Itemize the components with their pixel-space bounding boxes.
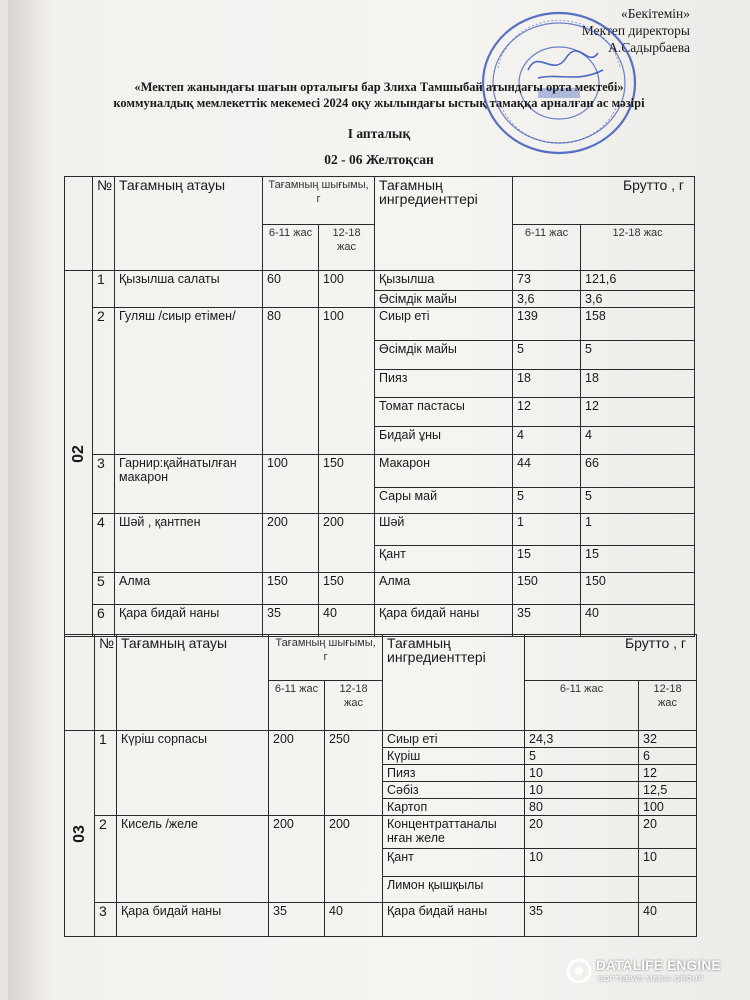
ingredient-name: Алма xyxy=(375,573,513,605)
dish-yield-age-1: 200 xyxy=(269,816,325,903)
dish-number: 4 xyxy=(93,514,115,573)
table-row xyxy=(65,573,695,605)
dish-number: 1 xyxy=(95,731,117,816)
ingredient-name: Қант xyxy=(383,849,525,877)
dish-yield-age-2: 150 xyxy=(319,573,375,605)
ingredient-name: Шәй xyxy=(375,514,513,546)
ingredient-brutto-age-1: 5 xyxy=(525,748,639,765)
ingredient-name: Өсімдік майы xyxy=(375,291,513,308)
dish-name: Күріш сорпасы xyxy=(117,731,269,816)
ingredient-brutto-age-2: 12 xyxy=(581,398,695,427)
week-label: І апталық xyxy=(347,126,411,141)
table-row xyxy=(65,308,695,341)
ingredient-brutto-age-2: 5 xyxy=(581,488,695,514)
dish-yield-age-1: 200 xyxy=(263,514,319,573)
title-line-1: «Мектеп жанындағы шағын орталығы бар Злиха Тамшыбай атындағы орта мектебі» xyxy=(134,80,624,94)
menu-table-day-03 xyxy=(64,634,697,937)
header-yield-age-2: 12-18 жас xyxy=(319,225,375,271)
day-cell xyxy=(65,271,93,637)
ingredient-name: Сәбіз xyxy=(383,782,525,799)
day-number: 02 xyxy=(69,444,87,463)
day-cell xyxy=(65,731,95,937)
header-corner xyxy=(65,635,95,731)
table-row xyxy=(65,605,695,637)
table-row xyxy=(65,816,697,849)
approval-line-2: Мектеп директоры xyxy=(581,23,690,38)
day-number: 03 xyxy=(70,824,88,843)
dish-name: Гуляш /сиыр етімен/ xyxy=(115,308,263,455)
dish-name: Алма xyxy=(115,573,263,605)
table-row xyxy=(65,731,697,748)
datalife-logo-icon xyxy=(566,958,592,984)
watermark-title: DATALIFE ENGINE xyxy=(596,958,721,973)
header-row xyxy=(65,635,697,681)
header-corner xyxy=(65,177,93,271)
ingredient-brutto-age-1: 35 xyxy=(525,903,639,937)
dish-yield-age-1: 80 xyxy=(263,308,319,455)
ingredient-brutto-age-2: 12 xyxy=(639,765,697,782)
dish-yield-age-1: 200 xyxy=(269,731,325,816)
ingredient-brutto-age-2: 15 xyxy=(581,546,695,573)
ingredient-name: Пияз xyxy=(383,765,525,782)
ingredient-brutto-age-2: 100 xyxy=(639,799,697,816)
approval-line-3: А.Садырбаева xyxy=(608,40,690,55)
ingredient-brutto-age-1: 73 xyxy=(513,271,581,291)
ingredient-brutto-age-2: 3,6 xyxy=(581,291,695,308)
ingredient-brutto-age-1: 12 xyxy=(513,398,581,427)
header-brutto-age-1: 6-11 жас xyxy=(525,681,639,731)
header-ingredients: Тағамның ингредиенттері xyxy=(383,635,525,731)
dish-name: Қара бидай наны xyxy=(115,605,263,637)
ingredient-brutto-age-1: 20 xyxy=(525,816,639,849)
header-brutto: Брутто , г xyxy=(525,635,697,681)
date-range: 02 - 06 Желтоқсан xyxy=(324,152,434,167)
ingredient-brutto-age-1: 10 xyxy=(525,849,639,877)
ingredient-brutto-age-1: 139 xyxy=(513,308,581,341)
document-page xyxy=(8,0,750,1000)
ingredient-brutto-age-2: 66 xyxy=(581,455,695,488)
dish-name: Қызылша салаты xyxy=(115,271,263,308)
dish-number: 2 xyxy=(93,308,115,455)
dish-yield-age-2: 200 xyxy=(319,514,375,573)
dish-yield-age-2: 250 xyxy=(325,731,383,816)
header-num: № xyxy=(93,177,115,271)
header-dish: Тағамның атауы xyxy=(115,177,263,271)
dish-number: 3 xyxy=(95,903,117,937)
dish-yield-age-2: 100 xyxy=(319,308,375,455)
ingredient-brutto-age-1: 1 xyxy=(513,514,581,546)
dish-number: 2 xyxy=(95,816,117,903)
header-ingredients: Тағамның ингредиенттері xyxy=(375,177,513,271)
approval-line-1: «Бекітемін» xyxy=(621,6,690,21)
ingredient-name: Сиыр еті xyxy=(375,308,513,341)
table-row xyxy=(65,903,697,937)
ingredient-brutto-age-2: 20 xyxy=(639,816,697,849)
dish-number: 5 xyxy=(93,573,115,605)
ingredient-brutto-age-2: 158 xyxy=(581,308,695,341)
ingredient-name: Бидай ұны xyxy=(375,427,513,455)
ingredient-name: Қызылша xyxy=(375,271,513,291)
header-brutto-age-2: 12-18 жас xyxy=(581,225,695,271)
ingredient-name: Қара бидай наны xyxy=(383,903,525,937)
ingredient-brutto-age-1: 10 xyxy=(525,782,639,799)
ingredient-brutto-age-2: 32 xyxy=(639,731,697,748)
title-line-2: коммуналдық мемлекеттік мекемесі 2024 оқу жылындағы ыстық тамаққа арналған ас мәзірі xyxy=(113,96,645,110)
dish-yield-age-1: 100 xyxy=(263,455,319,514)
ingredient-brutto-age-2: 4 xyxy=(581,427,695,455)
ingredient-name: Қант xyxy=(375,546,513,573)
ingredient-brutto-age-1: 3,6 xyxy=(513,291,581,308)
dish-name: Қара бидай наны xyxy=(117,903,269,937)
ingredient-name: Сиыр еті xyxy=(383,731,525,748)
ingredient-name: Сары май xyxy=(375,488,513,514)
table-row xyxy=(65,455,695,488)
dish-yield-age-2: 40 xyxy=(319,605,375,637)
ingredient-brutto-age-1: 18 xyxy=(513,370,581,398)
ingredient-name: Картоп xyxy=(383,799,525,816)
dish-name: Кисель /желе xyxy=(117,816,269,903)
ingredient-brutto-age-1: 4 xyxy=(513,427,581,455)
ingredient-brutto-age-2: 10 xyxy=(639,849,697,877)
header-yield-age-1: 6-11 жас xyxy=(263,225,319,271)
ingredient-brutto-age-2: 5 xyxy=(581,341,695,370)
header-yield: Тағамның шығымы, г xyxy=(269,635,383,681)
ingredient-brutto-age-2: 40 xyxy=(639,903,697,937)
ingredient-brutto-age-2: 150 xyxy=(581,573,695,605)
header-yield-age-1: 6-11 жас xyxy=(269,681,325,731)
dish-yield-age-1: 60 xyxy=(263,271,319,308)
ingredient-brutto-age-1: 44 xyxy=(513,455,581,488)
header-yield: Тағамның шығымы, г xyxy=(263,177,375,225)
dish-yield-age-2: 100 xyxy=(319,271,375,308)
dish-yield-age-1: 150 xyxy=(263,573,319,605)
ingredient-brutto-age-1: 150 xyxy=(513,573,581,605)
ingredient-name: Макарон xyxy=(375,455,513,488)
dish-yield-age-2: 200 xyxy=(325,816,383,903)
header-brutto-age-2: 12-18 жас xyxy=(639,681,697,731)
ingredient-brutto-age-1: 5 xyxy=(513,341,581,370)
ingredient-brutto-age-2: 121,6 xyxy=(581,271,695,291)
header-yield-age-2: 12-18 жас xyxy=(325,681,383,731)
header-num: № xyxy=(95,635,117,731)
table-row xyxy=(65,514,695,546)
watermark xyxy=(566,954,746,988)
ingredient-name: Пияз xyxy=(375,370,513,398)
ingredient-name: Күріш xyxy=(383,748,525,765)
ingredient-brutto-age-1: 35 xyxy=(513,605,581,637)
ingredient-brutto-age-2: 40 xyxy=(581,605,695,637)
dish-number: 3 xyxy=(93,455,115,514)
dish-yield-age-1: 35 xyxy=(263,605,319,637)
ingredient-brutto-age-2 xyxy=(639,877,697,903)
ingredient-brutto-age-2: 6 xyxy=(639,748,697,765)
watermark-subtitle: SOFTNEWS MEDIA GROUP xyxy=(598,974,704,983)
ingredient-brutto-age-2: 12,5 xyxy=(639,782,697,799)
ingredient-brutto-age-1: 24,3 xyxy=(525,731,639,748)
header-brutto-age-1: 6-11 жас xyxy=(513,225,581,271)
ingredient-name: Өсімдік майы xyxy=(375,341,513,370)
ingredient-brutto-age-1: 10 xyxy=(525,765,639,782)
header-dish: Тағамның атауы xyxy=(117,635,269,731)
dish-name: Гарнир:қайнатылған макарон xyxy=(115,455,263,514)
ingredient-brutto-age-2: 18 xyxy=(581,370,695,398)
dish-number: 1 xyxy=(93,271,115,308)
ingredient-name: Қара бидай наны xyxy=(375,605,513,637)
menu-table-day-02 xyxy=(64,176,695,637)
dish-number: 6 xyxy=(93,605,115,637)
ingredient-name: Лимон қышқылы xyxy=(383,877,525,903)
dish-yield-age-1: 35 xyxy=(269,903,325,937)
dish-name: Шәй , қантпен xyxy=(115,514,263,573)
dish-yield-age-2: 40 xyxy=(325,903,383,937)
ingredient-brutto-age-1: 80 xyxy=(525,799,639,816)
dish-yield-age-2: 150 xyxy=(319,455,375,514)
ingredient-brutto-age-1 xyxy=(525,877,639,903)
ingredient-name: Томат пастасы xyxy=(375,398,513,427)
ingredient-brutto-age-1: 15 xyxy=(513,546,581,573)
table-row xyxy=(65,271,695,291)
header-row xyxy=(65,177,695,225)
ingredient-name: Концентраттаналы нған желе xyxy=(383,816,525,849)
ingredient-brutto-age-1: 5 xyxy=(513,488,581,514)
header-brutto: Брутто , г xyxy=(513,177,695,225)
ingredient-brutto-age-2: 1 xyxy=(581,514,695,546)
